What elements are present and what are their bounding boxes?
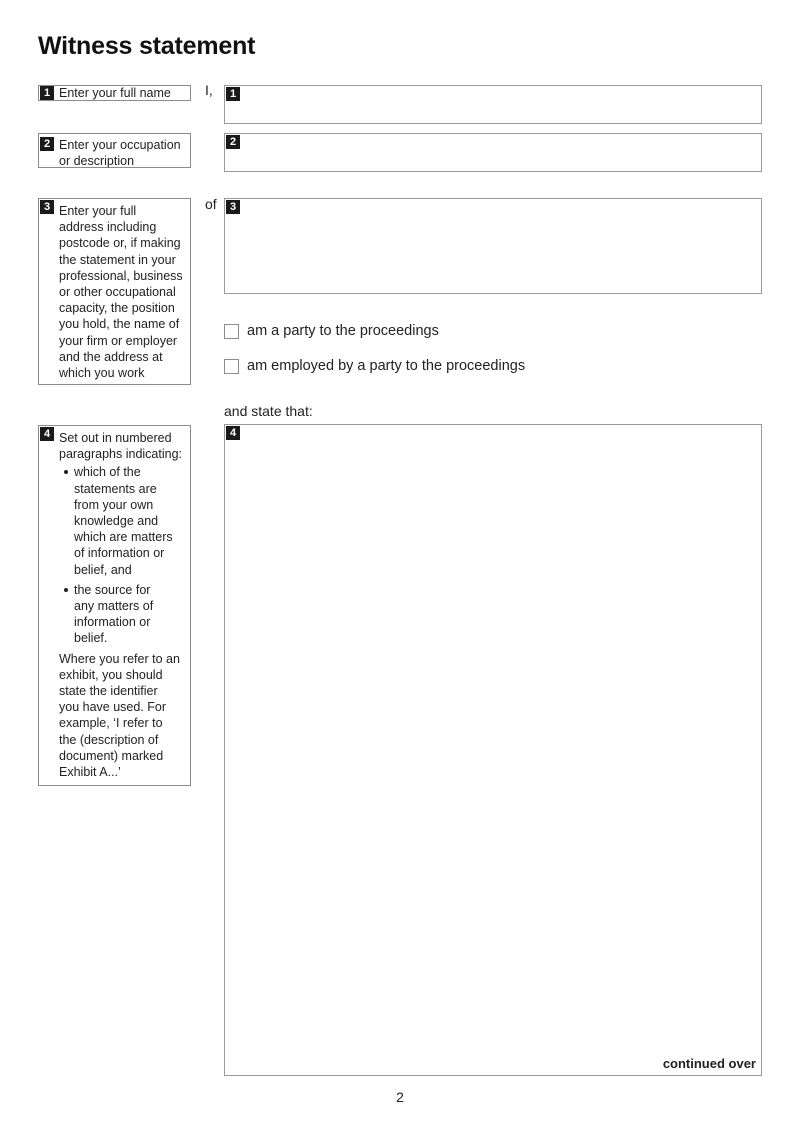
connector-i: I, (205, 82, 213, 98)
employed-checkbox[interactable] (224, 359, 239, 374)
connector-of: of (205, 196, 217, 212)
guide-line: any matters of (74, 599, 154, 614)
page-title: Witness statement (38, 32, 256, 60)
guide-line: you hold, the name of (59, 317, 180, 332)
section-number-badge: 3 (226, 200, 240, 214)
page-number: 2 (396, 1089, 404, 1105)
guide-box-1 (38, 85, 191, 101)
guide-line: you have used. For (59, 700, 167, 715)
guide-line: belief. (74, 631, 108, 646)
address-field[interactable] (224, 198, 762, 294)
guide-line: or description (59, 154, 135, 169)
guide-line: which you work (59, 366, 145, 381)
guide-line: professional, business (59, 268, 183, 283)
option-employed[interactable] (224, 358, 525, 374)
guide-line: Set out in numbered (59, 431, 172, 445)
statement-field[interactable] (224, 424, 762, 1076)
guide-line: document) marked (59, 748, 164, 763)
guide-line: which of the (74, 465, 141, 480)
section-number-badge: 1 (226, 87, 240, 101)
section-number-badge: 4 (226, 426, 240, 440)
guide-line: capacity, the position (59, 301, 175, 316)
guide-line: the (description of (59, 732, 159, 747)
section-number-badge: 3 (40, 200, 54, 214)
guide-line: Enter your occupation (59, 138, 181, 152)
guide-line: information or (74, 615, 151, 630)
guide-box-3 (38, 198, 191, 385)
guide-line: which are matters (74, 530, 173, 545)
guide-bullet (74, 582, 186, 647)
guide-line: the statement in your (59, 252, 176, 267)
guide-box-2 (38, 133, 191, 168)
guide-line: and the address at (59, 349, 163, 364)
guide-line: paragraphs indicating: (59, 447, 182, 462)
continued-over-label: continued over (662, 1056, 756, 1071)
party-checkbox[interactable] (224, 324, 239, 339)
guide-line: Enter your full (59, 204, 137, 218)
guide-box-4 (38, 425, 191, 786)
option-party[interactable] (224, 323, 439, 339)
guide-bullet (74, 464, 186, 577)
guide-line: statements are (74, 481, 157, 496)
guide-line: exhibit, you should (59, 667, 163, 682)
guide-line: state the identifier (59, 684, 158, 699)
guide-bullet-list (59, 464, 186, 646)
state-that-label: and state that: (224, 403, 313, 419)
section-number-badge: 1 (40, 86, 54, 100)
option-party-label: am a party to the proceedings (247, 323, 439, 339)
guide-line: the source for (74, 582, 151, 597)
section-number-badge: 2 (226, 135, 240, 149)
guide-line: your firm or employer (59, 333, 178, 348)
guide-line: address including (59, 220, 157, 235)
guide-line: from your own (74, 497, 154, 512)
guide-line: of information or (74, 546, 165, 561)
guide-line: belief, and (74, 562, 132, 577)
full-name-field[interactable] (224, 85, 762, 124)
guide-line: Where you refer to an (59, 651, 180, 666)
section-number-badge: 2 (40, 137, 54, 151)
guide-text-full-name: Enter your full name (59, 86, 171, 100)
guide-line: or other occupational (59, 285, 176, 300)
guide-line: postcode or, if making (59, 236, 181, 251)
guide-line: knowledge and (74, 514, 159, 529)
guide-line: Exhibit A...’ (59, 765, 121, 780)
occupation-field[interactable] (224, 133, 762, 172)
guide-line: example, ‘I refer to (59, 716, 163, 731)
option-employed-label: am employed by a party to the proceedings (247, 358, 526, 374)
section-number-badge: 4 (40, 427, 54, 441)
